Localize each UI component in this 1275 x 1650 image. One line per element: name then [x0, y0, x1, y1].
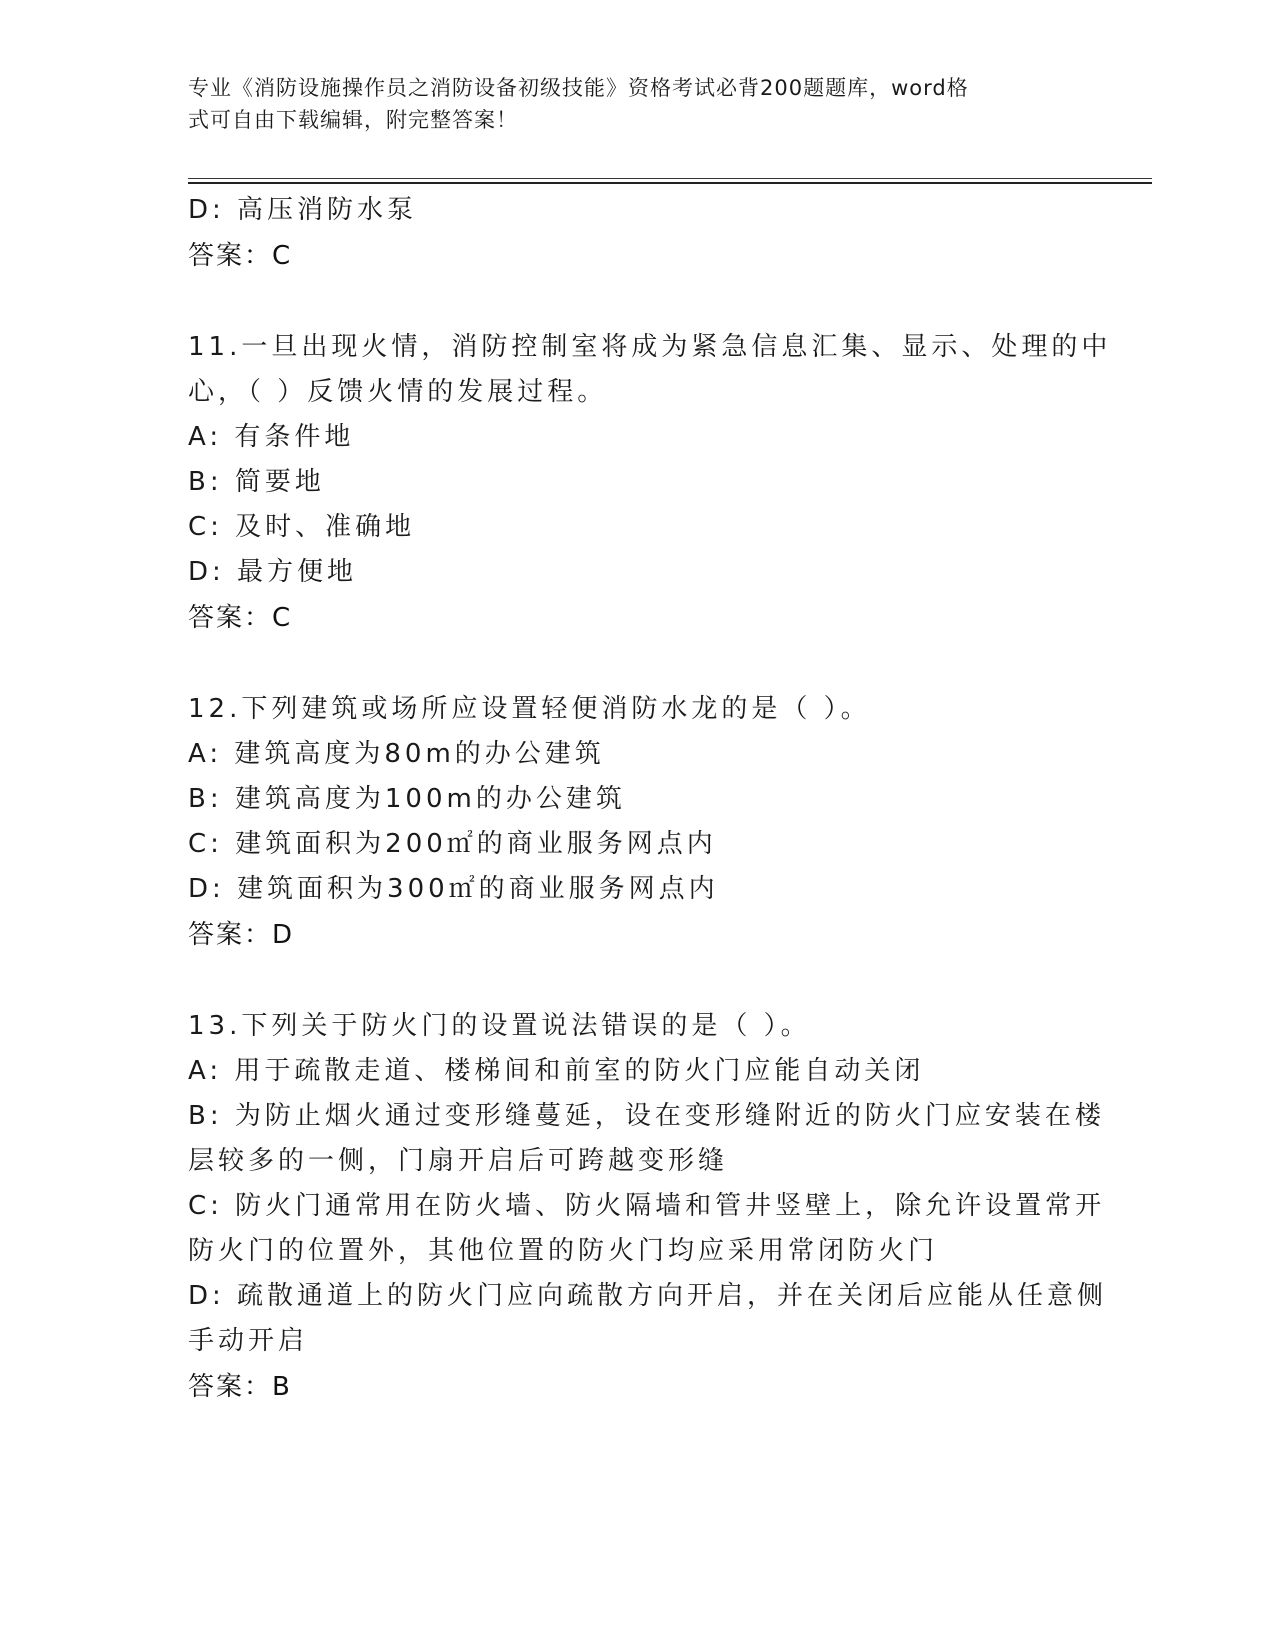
question-stem-line: 12.下列建筑或场所应设置轻便消防水龙的是（ ）。 [188, 694, 871, 724]
spacer [188, 279, 1088, 325]
answer-line: 答案：D [188, 920, 295, 950]
option-b: B: 为防止烟火通过变形缝蔓延，设在变形缝附近的防火门应安装在楼 [188, 1101, 1105, 1131]
option-b: B: 建筑高度为100m的办公建筑 [188, 784, 626, 814]
option-d: D: 高压消防水泵 [188, 195, 418, 225]
question-13 [188, 1004, 1108, 1410]
question-10-tail [188, 188, 1088, 279]
option-a: A: 有条件地 [188, 422, 355, 452]
option-a: A: 建筑高度为80m的办公建筑 [188, 739, 605, 769]
option-c: C: 建筑面积为200㎡的商业服务网点内 [188, 829, 717, 859]
option-b-continued: 层较多的一侧，门扇开启后可跨越变形缝 [188, 1146, 729, 1176]
answer-line: 答案：B [188, 1372, 292, 1402]
option-d: D: 疏散通道上的防火门应向疏散方向开启，并在关闭后应能从任意侧 [188, 1281, 1108, 1311]
option-c: C: 及时、准确地 [188, 512, 416, 542]
option-b: B: 简要地 [188, 467, 325, 497]
option-c-continued: 防火门的位置外，其他位置的防火门均应采用常闭防火门 [188, 1236, 939, 1266]
option-d: D: 最方便地 [188, 557, 358, 587]
header-line-2: 式可自由下载编辑，附完整答案！ [188, 108, 518, 132]
answer-line: 答案：C [188, 603, 293, 633]
question-stem-line: 13.下列关于防火门的设置说法错误的是（ ）。 [188, 1011, 811, 1041]
header-divider-thick [188, 182, 1152, 184]
question-12 [188, 687, 1088, 958]
answer-line: 答案：C [188, 241, 293, 271]
spacer [188, 958, 1088, 1004]
option-d: D: 建筑面积为300㎡的商业服务网点内 [188, 874, 719, 904]
header-divider-thin [188, 178, 1152, 179]
option-a: A: 用于疏散走道、楼梯间和前室的防火门应能自动关闭 [188, 1056, 925, 1086]
page-header [188, 72, 1068, 136]
spacer [188, 641, 1088, 687]
question-stem-line: 11.一旦出现火情，消防控制室将成为紧急信息汇集、显示、处理的中 [188, 332, 1112, 362]
document-body [188, 188, 1112, 1410]
option-c: C: 防火门通常用在防火墙、防火隔墙和管井竖壁上，除允许设置常开 [188, 1191, 1106, 1221]
option-d-continued: 手动开启 [188, 1326, 309, 1356]
header-line-1: 专业《消防设施操作员之消防设备初级技能》资格考试必背200题题库，word格 [188, 76, 969, 100]
question-stem-line: 心，（ ）反馈火情的发展过程。 [188, 377, 608, 407]
question-11 [188, 325, 1112, 641]
